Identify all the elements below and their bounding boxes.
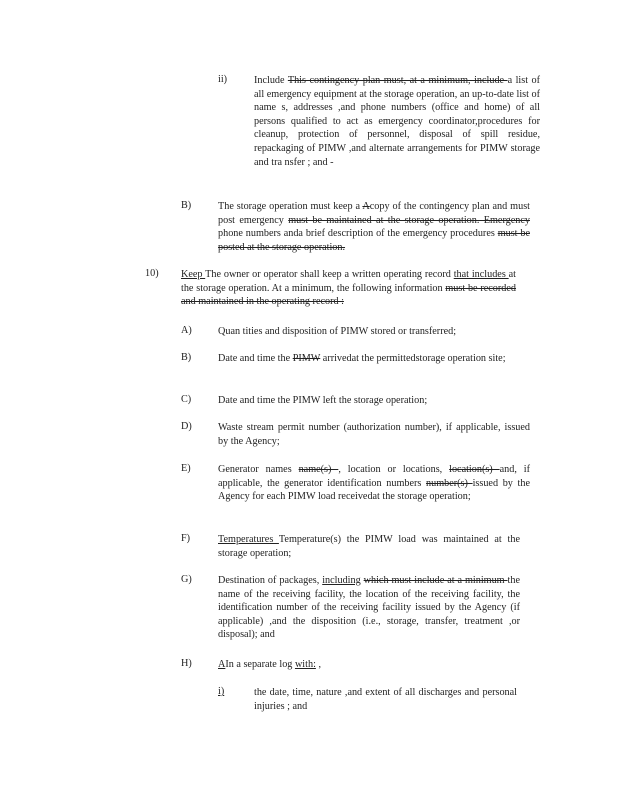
deleted-text: which must include at a minimum — [363, 575, 508, 586]
item-label: D) — [181, 421, 192, 432]
deleted-text: must be recorded and maintained in the operating record : — [181, 282, 516, 308]
deleted-text: location(s) — [449, 464, 500, 475]
item-label: 10) — [145, 268, 159, 279]
text-run: , — [315, 659, 321, 670]
text-run: the name of the receiving facility, the location of the receiving facility, the identification number of the receiving facility issued by the Agency (if applicable) ,and the disposition (i.e., storage, transfer, treatment ,or disposal); and — [218, 575, 520, 641]
deleted-text: must be maintained at the storage operation. Emergency — [288, 214, 530, 226]
inserted-text: including — [322, 575, 361, 586]
text-run: issued by the Agency for each PIMW load receivedat the storage operation; — [218, 477, 531, 503]
text-run: arrivedat the permittedstorage operation site; — [320, 353, 506, 364]
item-label: G) — [181, 574, 192, 585]
item-label: F) — [181, 533, 191, 544]
item-text — [254, 74, 540, 169]
item-label: B) — [181, 200, 192, 211]
item-text — [218, 200, 530, 254]
text-run: Include — [254, 75, 288, 86]
item-text — [218, 394, 530, 408]
item-text — [218, 463, 530, 504]
deleted-text: This contingency plan must, at a minimum, include — [287, 75, 508, 86]
deleted-text: must be posted at the storage operation. — [218, 228, 530, 253]
item-text — [218, 533, 520, 560]
item-text — [181, 268, 516, 309]
item-text — [254, 686, 517, 713]
item-label: H) — [181, 658, 192, 669]
item-label: A) — [181, 325, 192, 336]
inserted-text: with: — [294, 659, 316, 670]
text-run: the date, time, nature ,and extent of all discharges and personal injuries ; and — [254, 687, 517, 712]
deleted-text: number(s) — [426, 477, 473, 489]
item-label: B) — [181, 352, 192, 363]
inserted-text: A — [218, 659, 226, 670]
deleted-text: PIMW — [292, 353, 321, 364]
text-run: , location or locations, — [338, 464, 450, 475]
text-run: and, if applicable, the generator identification numbers — [218, 464, 530, 489]
item-label: E) — [181, 463, 191, 474]
item-text — [218, 658, 520, 672]
text-run: Waste stream permit number (authorization number), if applicable, issued by the Agency; — [218, 422, 530, 447]
item-text — [218, 325, 530, 339]
text-run: phone numbers anda brief description of the emergency procedures — [218, 228, 498, 240]
text-run: Temperature(s) the PIMW load was maintained at the storage operation; — [218, 534, 520, 559]
item-text — [218, 421, 530, 448]
text-run: The storage operation must keep a — [218, 201, 363, 212]
item-label: i) — [218, 686, 225, 697]
item-text — [218, 352, 530, 366]
text-run: at the storage operation. At a minimum, the following information — [181, 269, 517, 294]
text-run: Quan tities and disposition of PIMW stored or transferred; — [218, 326, 457, 337]
inserted-text: that includes — [453, 269, 509, 280]
text-run: copy of the contingency plan and must post emergency — [218, 201, 530, 226]
text-run: In a separate log — [225, 659, 295, 670]
item-label: ii) — [218, 74, 228, 85]
item-text — [218, 574, 520, 642]
item-label: C) — [181, 394, 192, 405]
text-run: Date and time the — [218, 353, 293, 364]
inserted-text: Temperatures — [218, 534, 279, 545]
text-run: a list of all emergency equipment at the storage operation, an up-to-date list of name s, addresses ,and phone numbers (office and home) of all persons qualified to act as emergency coordinator,procedures for cleanup, protection of personnel, disposal of spill residue, repackaging of PIMW ,and alternate arrangements for PIMW storage and tra nsfer ; and - — [254, 75, 540, 168]
text-run: The owner or operator shall keep a written operating record — [205, 269, 454, 280]
deleted-text: A — [362, 201, 370, 212]
inserted-text: Keep — [181, 269, 206, 280]
deleted-text: name(s) — [298, 464, 339, 475]
text-run: Generator names — [218, 464, 299, 475]
text-run: Date and time the PIMW left the storage operation; — [218, 395, 428, 406]
text-run: Destination of packages, — [218, 575, 323, 586]
